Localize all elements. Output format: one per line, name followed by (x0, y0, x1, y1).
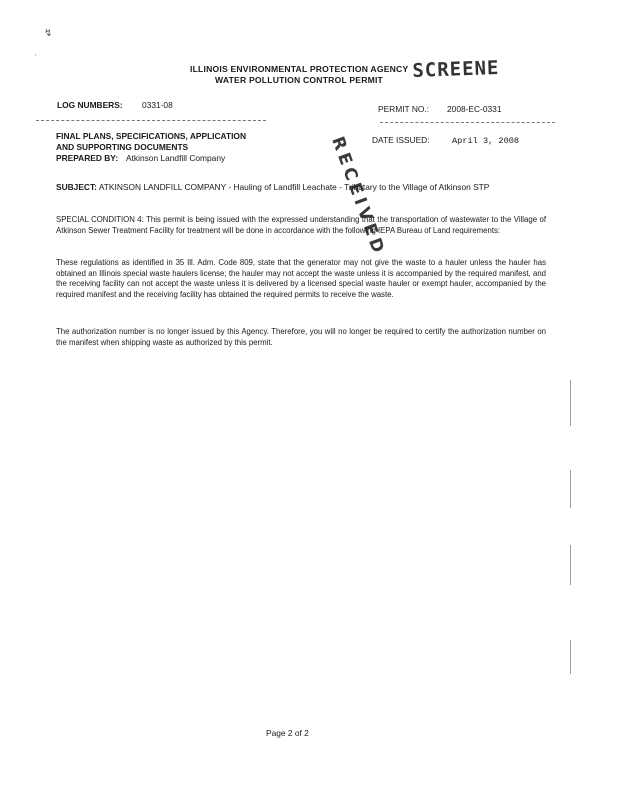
scan-edge-line (570, 640, 571, 674)
permit-no-label: PERMIT NO.: (378, 104, 430, 114)
scan-edge-line (570, 380, 571, 426)
permit-no-value: 2008-EC-0331 (447, 104, 502, 114)
permit-type: WATER POLLUTION CONTROL PERMIT (215, 75, 384, 85)
scan-mark-top-left: ↯ (44, 28, 53, 39)
plans-line-2: AND SUPPORTING DOCUMENTS (56, 142, 189, 152)
regulations-paragraph: These regulations as identified in 35 Ill. Adm. Code 809, state that the generator may not give the waste to a hauler unless the hauler has obtained an Illinois special waste haulers license; the hauler may not accept the waste unless it is accompanied by the required manifest, and the receiving facility can not accept the waste unless it is delivered by a licensed special waste hauler or exempt hauler, accompanied by the required manifest and the receiving facility has obtained the required permits to receive the waste. (56, 258, 546, 299)
date-issued-label: DATE ISSUED: (372, 135, 430, 145)
agency-name: ILLINOIS ENVIRONMENTAL PROTECTION AGENCY (190, 64, 409, 74)
scan-edge-line (570, 545, 571, 585)
subject-label: SUBJECT: (56, 182, 97, 192)
header-divider-right (380, 122, 555, 123)
subject-value: ATKINSON LANDFILL COMPANY - Hauling of Landfill Leachate - Tributary to the Village of Atkinson STP (98, 182, 490, 192)
page-number: Page 2 of 2 (266, 728, 309, 738)
log-numbers-label: LOG NUMBERS: (57, 100, 123, 110)
subject-line (56, 182, 489, 192)
scan-mark-left: ‘ (35, 54, 37, 61)
authorization-paragraph: The authorization number is no longer issued by this Agency. Therefore, you will no longer be required to certify the authorization number on the manifest when shipping waste as authorized by this permit. (56, 327, 546, 347)
prepared-by-value: Atkinson Landfill Company (126, 153, 226, 163)
log-numbers-value: 0331-08 (142, 100, 173, 110)
special-condition-paragraph: SPECIAL CONDITION 4: This permit is being issued with the expressed understanding that the transportation of wastewater to the Village of Atkinson Sewer Treatment Facility for treatment will be done in accordance with the following IEPA Bureau of Land requirements: (56, 215, 546, 235)
screened-stamp: SCREENE (412, 56, 500, 82)
plans-line-1: FINAL PLANS, SPECIFICATIONS, APPLICATION (56, 131, 246, 141)
date-issued-value: April 3, 2008 (452, 136, 520, 146)
received-stamp: RECEIVED (327, 134, 390, 260)
scan-edge-line (570, 470, 571, 508)
prepared-by-label: PREPARED BY: (56, 153, 119, 163)
header-divider-left (36, 120, 266, 121)
